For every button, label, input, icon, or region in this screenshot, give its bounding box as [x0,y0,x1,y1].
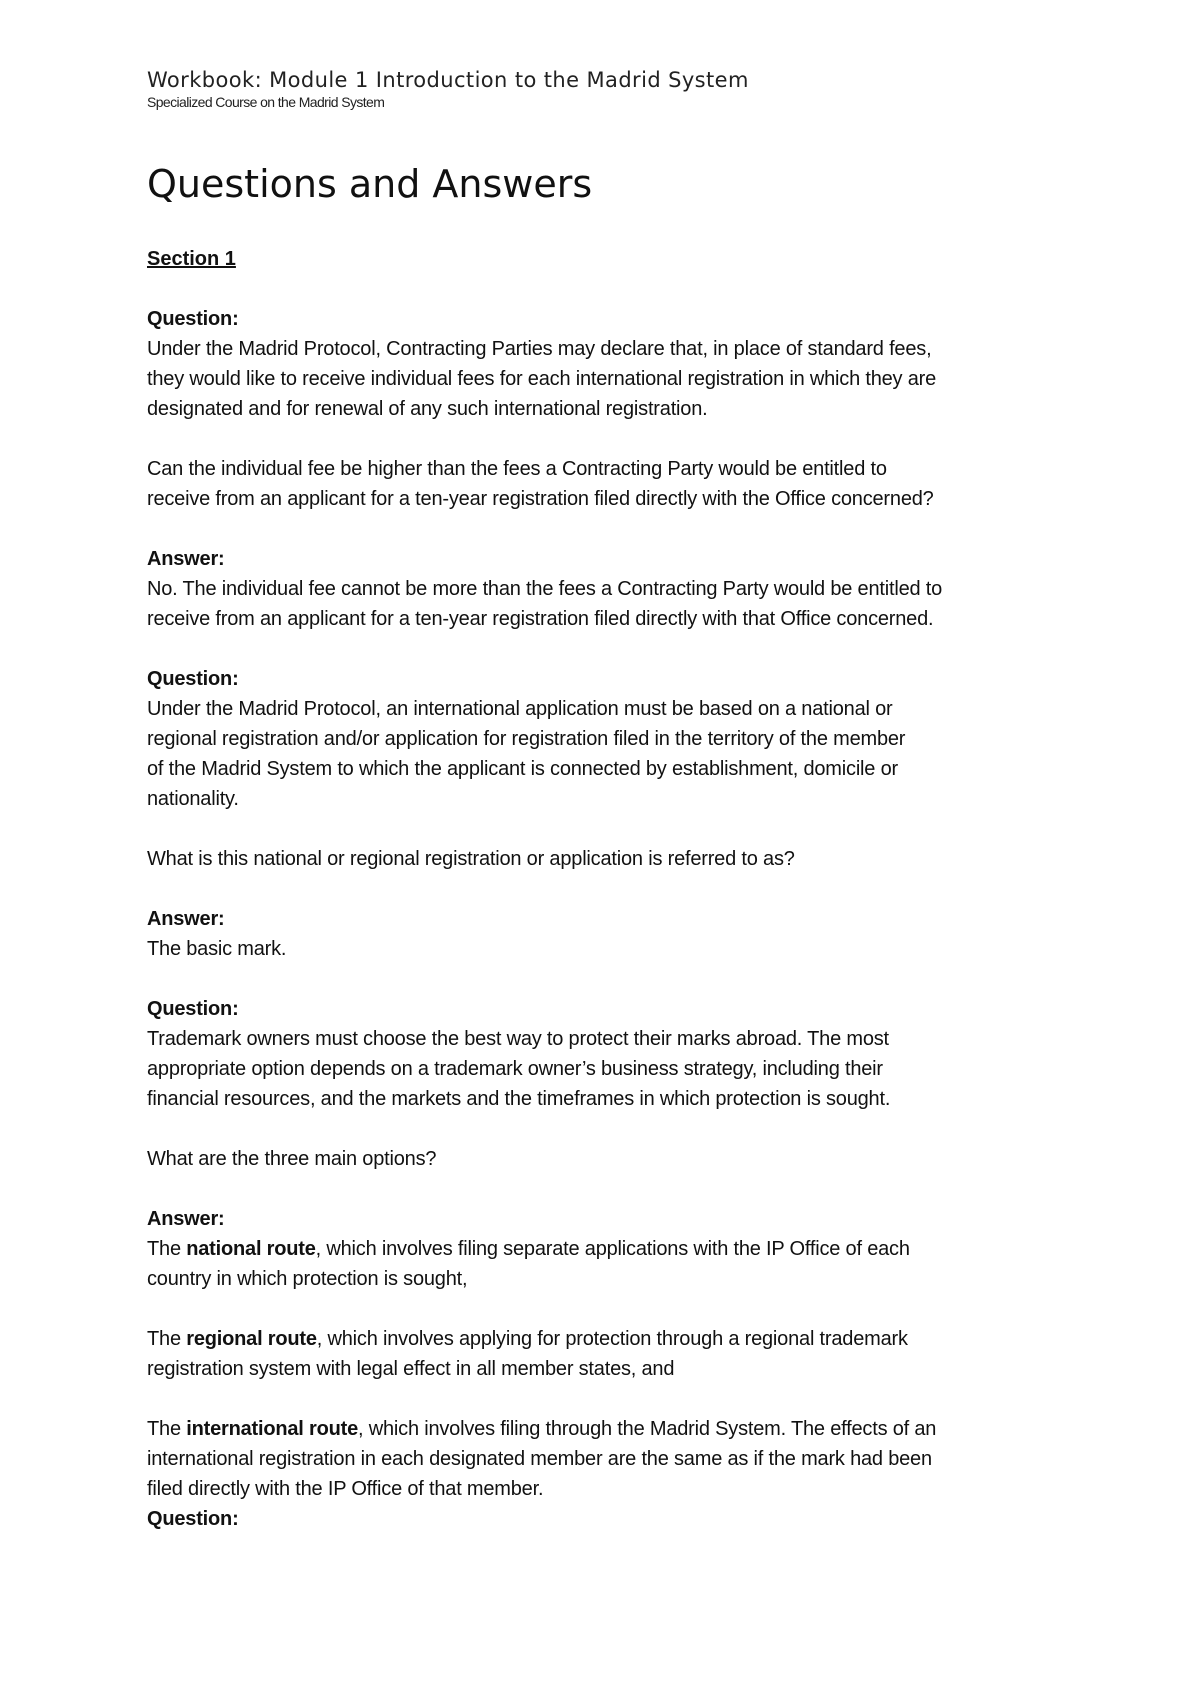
page-title: Questions and Answers [147,162,593,206]
text-line: No. The individual fee cannot be more than the fees a Contracting Party would be entitled to [147,578,943,600]
question-text [147,1024,1087,1114]
question-label: Question: [147,998,239,1020]
text-line: Can the individual fee be higher than the fees a Contracting Party would be entitled to [147,458,887,480]
question-label: Question: [147,1508,239,1530]
text-line: Under the Madrid Protocol, Contracting Parties may declare that, in place of standard fees, [147,338,932,360]
question-label: Question: [147,668,239,690]
section-heading: Section 1 [147,248,236,270]
text-line: of the Madrid System to which the applicant is connected by establishment, domicile or [147,758,898,780]
option-term: regional route [186,1328,317,1350]
text-line: financial resources, and the markets and the timeframes in which protection is sought. [147,1088,891,1110]
answer-option-regional [147,1324,1087,1384]
option-text: , which involves filing separate applications with the IP Office of each [315,1238,910,1260]
text-line: Trademark owners must choose the best way to protect their marks abroad. The most [147,1028,889,1050]
running-header-title: Workbook: Module 1 Introduction to the Madrid System [147,68,749,92]
qa-item-2 [147,664,1087,964]
qa-item-4 [147,1504,1087,1534]
text-line: Under the Madrid Protocol, an international application must be based on a national or [147,698,893,720]
text-line: country in which protection is sought, [147,1268,468,1290]
answer-option-international [147,1414,1087,1504]
qa-item-1 [147,304,1087,634]
text-line: What are the three main options? [147,1148,437,1170]
answer-label: Answer: [147,548,225,570]
option-text: , which involves filing through the Madrid System. The effects of an [358,1418,937,1440]
qa-body [147,304,1087,1534]
answer-label: Answer: [147,908,225,930]
option-text: , which involves applying for protection through a regional trademark [316,1328,908,1350]
text-line: registration system with legal effect in all member states, and [147,1358,675,1380]
text-line: The basic mark. [147,938,287,960]
running-header-subtitle: Specialized Course on the Madrid System [147,94,385,110]
question-prompt [147,844,1087,874]
text-line: receive from an applicant for a ten-year registration filed directly with the Office concerned? [147,488,934,510]
question-prompt [147,1144,1087,1174]
text-line: filed directly with the IP Office of that member. [147,1478,544,1500]
option-prefix: The [147,1238,187,1260]
text-line: nationality. [147,788,239,810]
text-line: regional registration and/or application for registration filed in the territory of the member [147,728,906,750]
text-line: What is this national or regional registration or application is referred to as? [147,848,795,870]
answer-text [147,574,1087,634]
text-line: appropriate option depends on a trademark owner’s business strategy, including their [147,1058,883,1080]
document-page [147,66,1087,1534]
option-prefix: The [147,1418,187,1440]
qa-item-3 [147,994,1087,1504]
option-prefix: The [147,1328,187,1350]
question-text [147,334,1087,424]
answer-option-national [147,1234,1087,1294]
question-text [147,694,1087,814]
option-term: national route [186,1238,316,1260]
question-label: Question: [147,308,239,330]
text-line: international registration in each designated member are the same as if the mark had been [147,1448,932,1470]
text-line: receive from an applicant for a ten-year registration filed directly with that Office concerned. [147,608,934,630]
answer-label: Answer: [147,1208,225,1230]
option-term: international route [186,1418,359,1440]
question-prompt [147,454,1087,514]
text-line: they would like to receive individual fees for each international registration in which they are [147,368,937,390]
text-line: designated and for renewal of any such international registration. [147,398,708,420]
answer-text [147,934,1087,964]
